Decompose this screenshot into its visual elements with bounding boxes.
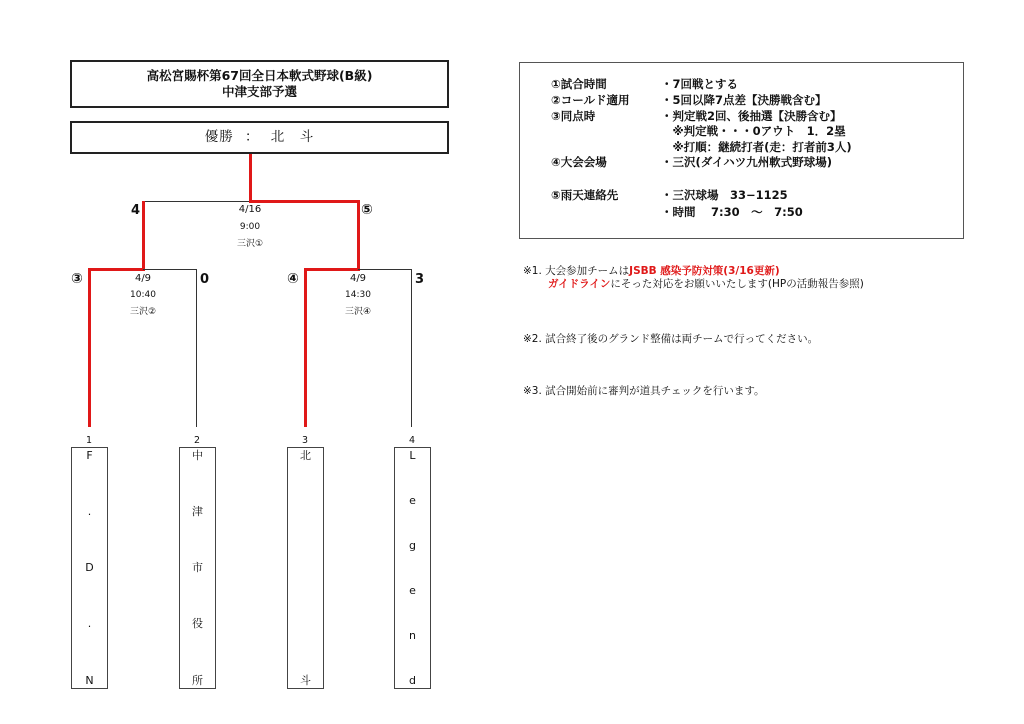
team-name-char: F — [86, 449, 93, 462]
team-name-char: 中 — [192, 449, 203, 462]
semifinal-right-winner-line — [304, 268, 360, 271]
semifinal-right-score-left: ④ — [287, 271, 299, 287]
winner-name: 北 斗 — [270, 129, 315, 145]
team-number: 2 — [193, 435, 201, 446]
semifinal-right-date: 4/9 — [349, 273, 367, 284]
note-1-text-suffix: にそった対応をお願いいたします(HPの活動報告参照) — [610, 278, 864, 290]
team-name-char: n — [409, 629, 416, 642]
team-name-char: . — [87, 617, 92, 630]
team-3-line — [304, 268, 307, 427]
team-name-char: 所 — [192, 674, 203, 687]
champion-line — [249, 154, 252, 202]
semifinal-left-score-left: ③ — [71, 271, 83, 287]
team-name-char: e — [409, 494, 416, 507]
note-1-guideline-highlight: ガイドライン — [548, 278, 611, 290]
team-box-legend — [394, 447, 431, 689]
winner-separator: ： — [245, 129, 260, 145]
semifinal-left-time: 10:40 — [130, 290, 156, 300]
semifinal-left-winner-line — [88, 268, 145, 271]
team-number: 1 — [85, 435, 93, 446]
team-box-fdn — [71, 447, 108, 689]
tournament-title: 高松宮賜杯第67回全日本軟式野球(B級) — [146, 68, 373, 83]
note-1-highlight: JSBB 感染予防対策(3/16更新) — [629, 265, 780, 277]
rule-value: ・判定戦2回、後抽選【決勝含む】 — [661, 109, 842, 123]
rule-value: ・5回以降7点差【決勝戦含む】 — [661, 93, 827, 107]
semifinal-left-venue: 三沢② — [129, 307, 157, 317]
team-name-char: g — [409, 539, 416, 552]
team-name-char: d — [409, 674, 416, 687]
team-name-char: 斗 — [300, 674, 311, 687]
final-venue: 三沢① — [236, 239, 264, 249]
team-name-char: 津 — [192, 505, 203, 518]
rule-value: ・三沢球場 33−1125 — [661, 188, 788, 202]
note-1 — [523, 265, 780, 278]
rule-value: ※判定戦・・・0アウト 1．2塁 — [661, 124, 846, 138]
final-right-line — [357, 201, 360, 271]
semifinal-left-bracket-line — [143, 269, 197, 270]
rules-info-box — [519, 62, 964, 239]
final-left-line — [142, 201, 145, 271]
semifinal-left-date: 4/9 — [134, 273, 152, 284]
final-date: 4/16 — [238, 204, 262, 215]
team-number: 3 — [301, 435, 309, 446]
tournament-title-box — [70, 60, 449, 108]
final-time: 9:00 — [239, 222, 261, 232]
rule-label: ③同点時 — [551, 109, 596, 123]
team-name-char: L — [409, 449, 416, 462]
rule-value: ・三沢(ダイハツ九州軟式野球場) — [661, 155, 833, 169]
team-name-char: e — [409, 584, 416, 597]
team-name-char: N — [85, 674, 94, 687]
rule-label: ⑤雨天連絡先 — [551, 188, 619, 202]
note-2: ※2. 試合終了後のグランド整備は両チームで行ってください。 — [523, 333, 819, 345]
team-name-char: 北 — [300, 449, 311, 462]
team-name-char: 市 — [192, 561, 203, 574]
semifinal-left-score-right: 0 — [200, 272, 210, 287]
team-name-char: . — [87, 505, 92, 518]
semifinal-right-venue: 三沢④ — [344, 307, 372, 317]
tournament-subtitle: 中津支部予選 — [221, 84, 297, 99]
team-box-nakatsu-city-hall — [179, 447, 216, 689]
note-1-text: ※1. 大会参加チームは — [523, 265, 630, 277]
winner-label: 優勝 — [204, 129, 234, 145]
team-name-char: D — [85, 561, 94, 574]
semifinal-right-score-right: 3 — [415, 272, 425, 287]
team-number: 4 — [408, 435, 416, 446]
final-score-right: ⑤ — [361, 202, 373, 218]
semifinal-right-time: 14:30 — [345, 290, 371, 300]
winner-box — [70, 121, 449, 154]
rule-value: ・7回戦とする — [661, 77, 739, 91]
rule-value: ・時間 7:30 ～ 7:50 — [661, 205, 803, 219]
team-4-line — [411, 269, 412, 427]
final-score-left: 4 — [131, 203, 141, 218]
rule-label: ①試合時間 — [551, 77, 607, 91]
final-winner-line — [249, 200, 360, 203]
team-box-hokuto — [287, 447, 324, 689]
team-name-char: 役 — [192, 617, 203, 630]
rule-value: ※打順：継続打者(走：打者前3人) — [661, 140, 852, 154]
team-2-line — [196, 269, 197, 427]
note-3: ※3. 試合開始前に審判が道具チェックを行います。 — [523, 385, 765, 397]
team-1-line — [88, 268, 91, 427]
semifinal-right-bracket-line — [358, 269, 412, 270]
rule-label: ②コールド適用 — [551, 93, 630, 107]
rule-label: ④大会会場 — [551, 155, 607, 169]
note-1-continued — [548, 278, 864, 291]
final-bracket-line-left — [143, 201, 250, 202]
